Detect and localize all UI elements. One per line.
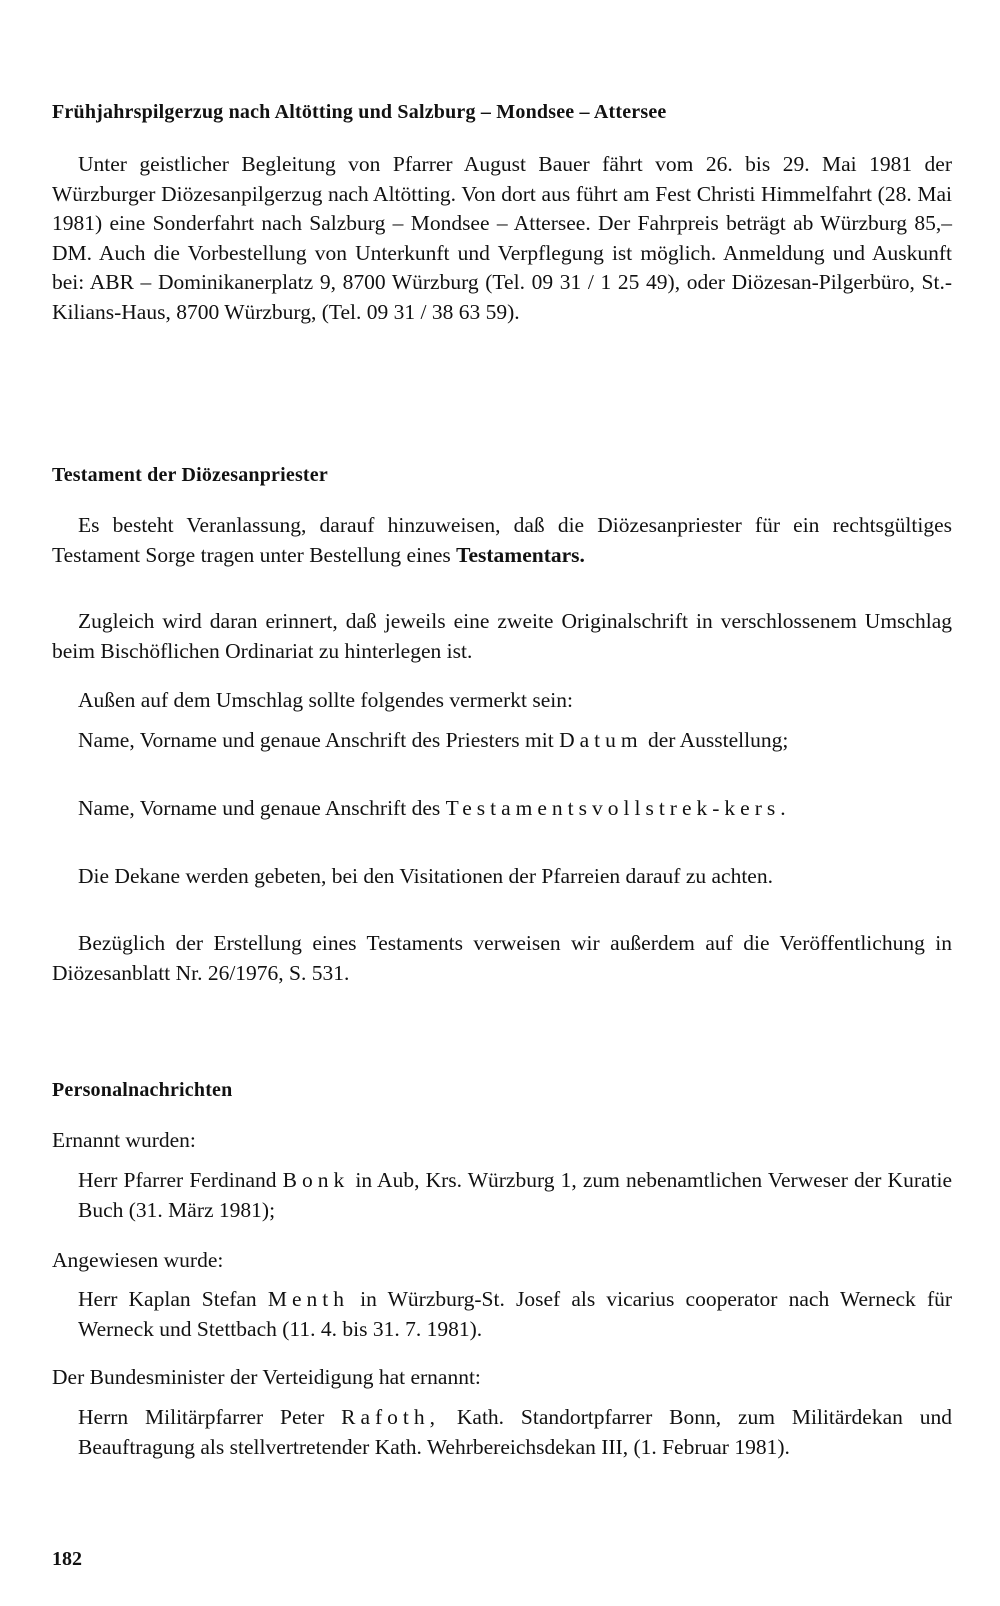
pilgerzug-text: Unter geistlicher Begleitung von Pfarrer August Bauer fährt vom 26. bis 29. Mai 1981 der Würzburger Diözesanpilgerzug nach Altötting. Von dort aus führt am Fest Christi Himmelfahrt (28. Mai 1981) eine Sonderfahrt nach Salzburg – Mondsee – Attersee. Der Fahrpreis beträgt ab Würzburg 85,– DM. Auch die Vorbestellung von Unterkunft und Verpflegung ist möglich. Anmeldung und Auskunft bei: ABR – Dominikanerplatz 9, 8700 Würzburg (Tel. 09 31 / 1 25 49), oder Diözesan-Pilgerbüro, St.-Kilians-Haus, 8700 Würzburg, (Tel. 09 31 / 38 63 59).: [52, 152, 952, 324]
group-label-ernannt: Ernannt wurden:: [52, 1128, 196, 1152]
personal-entry-bonk: Herr Pfarrer Ferdinand Bonk in Aub, Krs. Würzburg 1, zum nebenamtlichen Verweser der Kuratie Buch (31. März 1981);: [78, 1168, 953, 1222]
testament-paragraph-3: [52, 686, 952, 716]
testament-p3-text: Außen auf dem Umschlag sollte folgendes vermerkt sein:: [78, 688, 573, 712]
testament-p4-post: der Ausstellung;: [647, 728, 789, 752]
testament-paragraph-2: [52, 607, 952, 666]
section-heading-testament: Testament der Diözesanpriester: [52, 464, 328, 486]
personal-entry-rafoth: Herrn Militärpfarrer Peter Rafoth, Kath. Standortpfarrer Bonn, zum Militärdekan und Beauftragung als stellvertretender Kath. Wehrbereichsdekan III, (1. Februar 1981).: [78, 1405, 953, 1459]
page-number: 182: [52, 1548, 82, 1570]
testament-p6-text: Die Dekane werden gebeten, bei den Visitationen der Pfarreien darauf zu achten.: [78, 864, 773, 888]
testament-paragraph-6: [52, 862, 952, 892]
testament-p2-text: Zugleich wird daran erinnert, daß jeweils eine zweite Originalschrift in verschlossenem Umschlag beim Bischöflichen Ordinariat zu hinterlegen ist.: [52, 609, 952, 663]
testament-paragraph-7: [52, 929, 952, 988]
testament-paragraph-4: [52, 726, 952, 756]
testament-p5-pre: Name, Vorname und genaue Anschrift des: [78, 796, 441, 820]
name-rafoth: Rafoth,: [341, 1405, 441, 1429]
testament-p1-text: Es besteht Veranlassung, darauf hinzuweisen, daß die Diözesanpriester für ein rechtsgültiges Testament Sorge tragen unter Bestellung eines: [52, 513, 952, 567]
name-menth: Menth: [267, 1287, 349, 1311]
group-label-angewiesen: Angewiesen wurde:: [52, 1248, 224, 1272]
datum-spaced: Datum: [559, 728, 643, 752]
testament-paragraph-5: [52, 794, 952, 824]
name-bonk: Bonk: [282, 1168, 350, 1192]
testament-p7-text: Bezüglich der Erstellung eines Testaments verweisen wir außerdem auf die Veröffentlichung in Diözesanblatt Nr. 26/1976, S. 531.: [52, 931, 952, 985]
group-label-bundesminister: Der Bundesminister der Verteidigung hat ernannt:: [52, 1365, 481, 1389]
section-heading-personal: Personalnachrichten: [52, 1079, 233, 1101]
testamentsvollstrecker-spaced: Testamentsvollstrek-kers.: [445, 796, 791, 820]
section-heading-pilgerzug: Frühjahrspilgerzug nach Altötting und Salzburg – Mondsee – Attersee: [52, 101, 667, 123]
testament-paragraph-1: [52, 511, 952, 570]
testamentar-term: Testamentars.: [456, 542, 585, 567]
testament-p4-pre: Name, Vorname und genaue Anschrift des Priesters mit: [78, 728, 554, 752]
pilgerzug-paragraph: [52, 150, 952, 327]
personal-entry-menth: Herr Kaplan Stefan Menth in Würzburg-St. Josef als vicarius cooperator nach Werneck für Werneck und Stettbach (11. 4. bis 31. 7. 1981).: [78, 1287, 953, 1341]
